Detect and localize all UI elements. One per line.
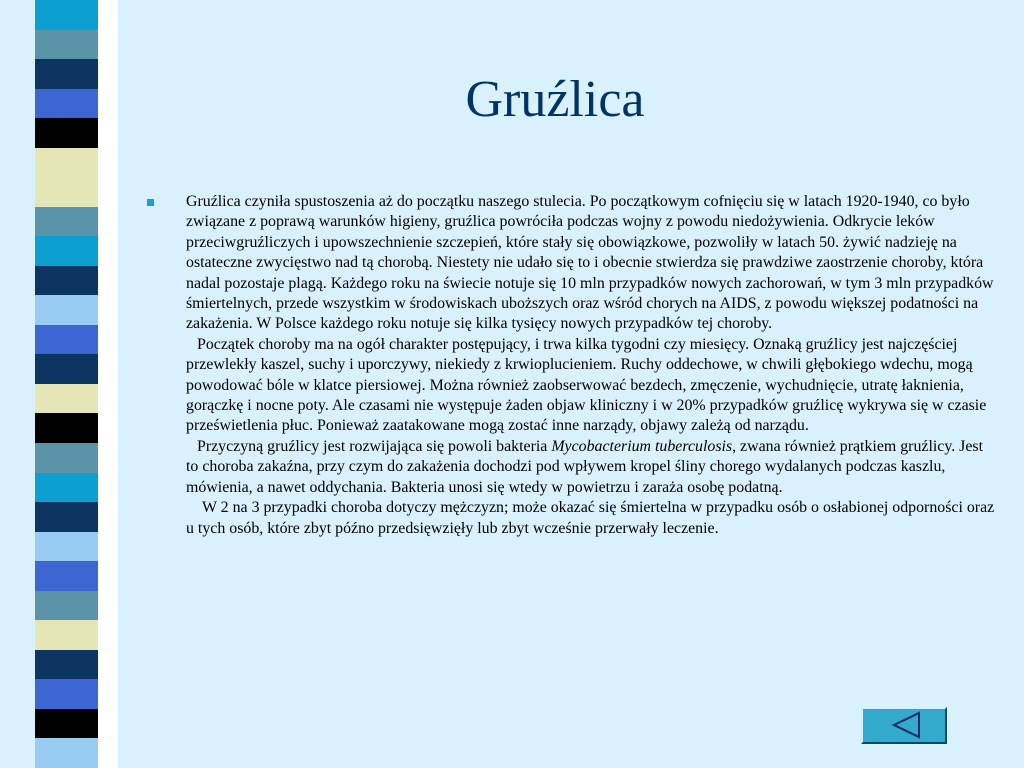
- stripe-segment: [35, 473, 98, 503]
- back-button[interactable]: [861, 707, 947, 744]
- stripe-segment: [35, 561, 98, 591]
- stripe-segment: [35, 354, 98, 384]
- paragraph-4: [186, 498, 996, 539]
- paragraph-2: [186, 335, 996, 437]
- stripe-segment: [35, 236, 98, 266]
- stripe-segment: [35, 0, 98, 30]
- stripe-segment: [35, 148, 98, 178]
- stripe-segment: [35, 443, 98, 473]
- stripe-segment: [35, 620, 98, 650]
- stripe-segment: [35, 89, 98, 119]
- stripe-segment: [35, 591, 98, 621]
- stripe-edge: [98, 0, 118, 768]
- stripe-segment: [35, 30, 98, 60]
- decorative-stripe-bar: [35, 0, 98, 768]
- stripe-segment: [35, 650, 98, 680]
- stripe-segment: [35, 413, 98, 443]
- triangle-left-icon: [863, 709, 945, 742]
- bacteria-name: Mycobacterium tuberculosis: [551, 437, 733, 455]
- slide-body: [186, 192, 996, 539]
- paragraph-3: [186, 437, 996, 498]
- bullet-marker: [147, 199, 154, 206]
- stripe-segment: [35, 384, 98, 414]
- stripe-segment: [35, 738, 98, 768]
- paragraph-3-text-start: Przyczyną gruźlicy jest rozwijająca się powoli bakteria: [197, 437, 552, 455]
- paragraph-2-text: Początek choroby ma na ogół charakter postępujący, i trwa kilka tygodni czy miesięcy. Oznaką gruźlicy jest najczęściej przewlekły kaszel, suchy i uporczywy, niekiedy z krwioplucieniem. Ruchy oddechowe, w chwili głębokiego wdechu, mogą powodować bóle w klatce piersiowej. Można również zaobserwować bezdech, zmęczenie, wychudnięcie, utratę łaknienia, gorączkę i nocne poty. Ale czasami nie występuje żaden objaw kliniczny i w 20% przypadków gruźlicę wykrywa się w czasie prześwietlenia płuc. Ponieważ zaatakowane mogą zostać inne narządy, objawy zależą od narządu.: [186, 335, 987, 435]
- paragraph-3-text-end: , zwana również prątkiem gruźlicy. Jest to choroba zakaźna, przy czym do zakażenia dochodzi pod wpływem kropel śliny chorego wydalanych podczas kaszlu, mówienia, a nawet oddychania. Bakteria unosi się wtedy w powietrzu i zaraża osobę podatną.: [186, 437, 984, 496]
- stripe-segment: [35, 325, 98, 355]
- paragraph-4-text: W 2 na 3 przypadki choroba dotyczy mężczyzn; może okazać się śmiertelna w przypadku osób o osłabionej odporności oraz u tych osób, które zbyt późno przedsięwzięły lub zbyt wcześnie przerwały leczenie.: [186, 499, 995, 537]
- stripe-segment: [35, 295, 98, 325]
- stripe-segment: [35, 532, 98, 562]
- stripe-segment: [35, 177, 98, 207]
- stripe-segment: [35, 502, 98, 532]
- slide-title: Gruźlica: [465, 71, 645, 128]
- stripe-segment: [35, 709, 98, 739]
- paragraph-1: Gruźlica czyniła spustoszenia aż do początku naszego stulecia. Po początkowym cofnięciu się w latach 1920-1940, co było związane z poprawą warunków higieny, gruźlica powróciła podczas wojny z powodu niedożywienia. Odkrycie leków przeciwgruźliczych i upowszechnienie szczepień, które stały się obowiązkowe, pozwoliły w latach 50. żywić nadzieję na ostateczne zwycięstwo nad tą chorobą. Niestety nie udało się to i obecnie stwierdza się prawdziwe zaostrzenie choroby, która nadal pozostaje plagą. Każdego roku na świecie notuje się 10 mln przypadków nowych zachorowań, w tym 3 mln przypadków śmiertelnych, przede wszystkim w środowiskach uboższych oraz wśród chorych na AIDS, z powodu większej podatności na zakażenia. W Polsce każdego roku notuje się kilka tysięcy nowych przypadków tej choroby.: [186, 193, 994, 333]
- stripe-segment: [35, 266, 98, 296]
- stripe-segment: [35, 207, 98, 237]
- stripe-segment: [35, 59, 98, 89]
- stripe-segment: [35, 679, 98, 709]
- stripe-segment: [35, 118, 98, 148]
